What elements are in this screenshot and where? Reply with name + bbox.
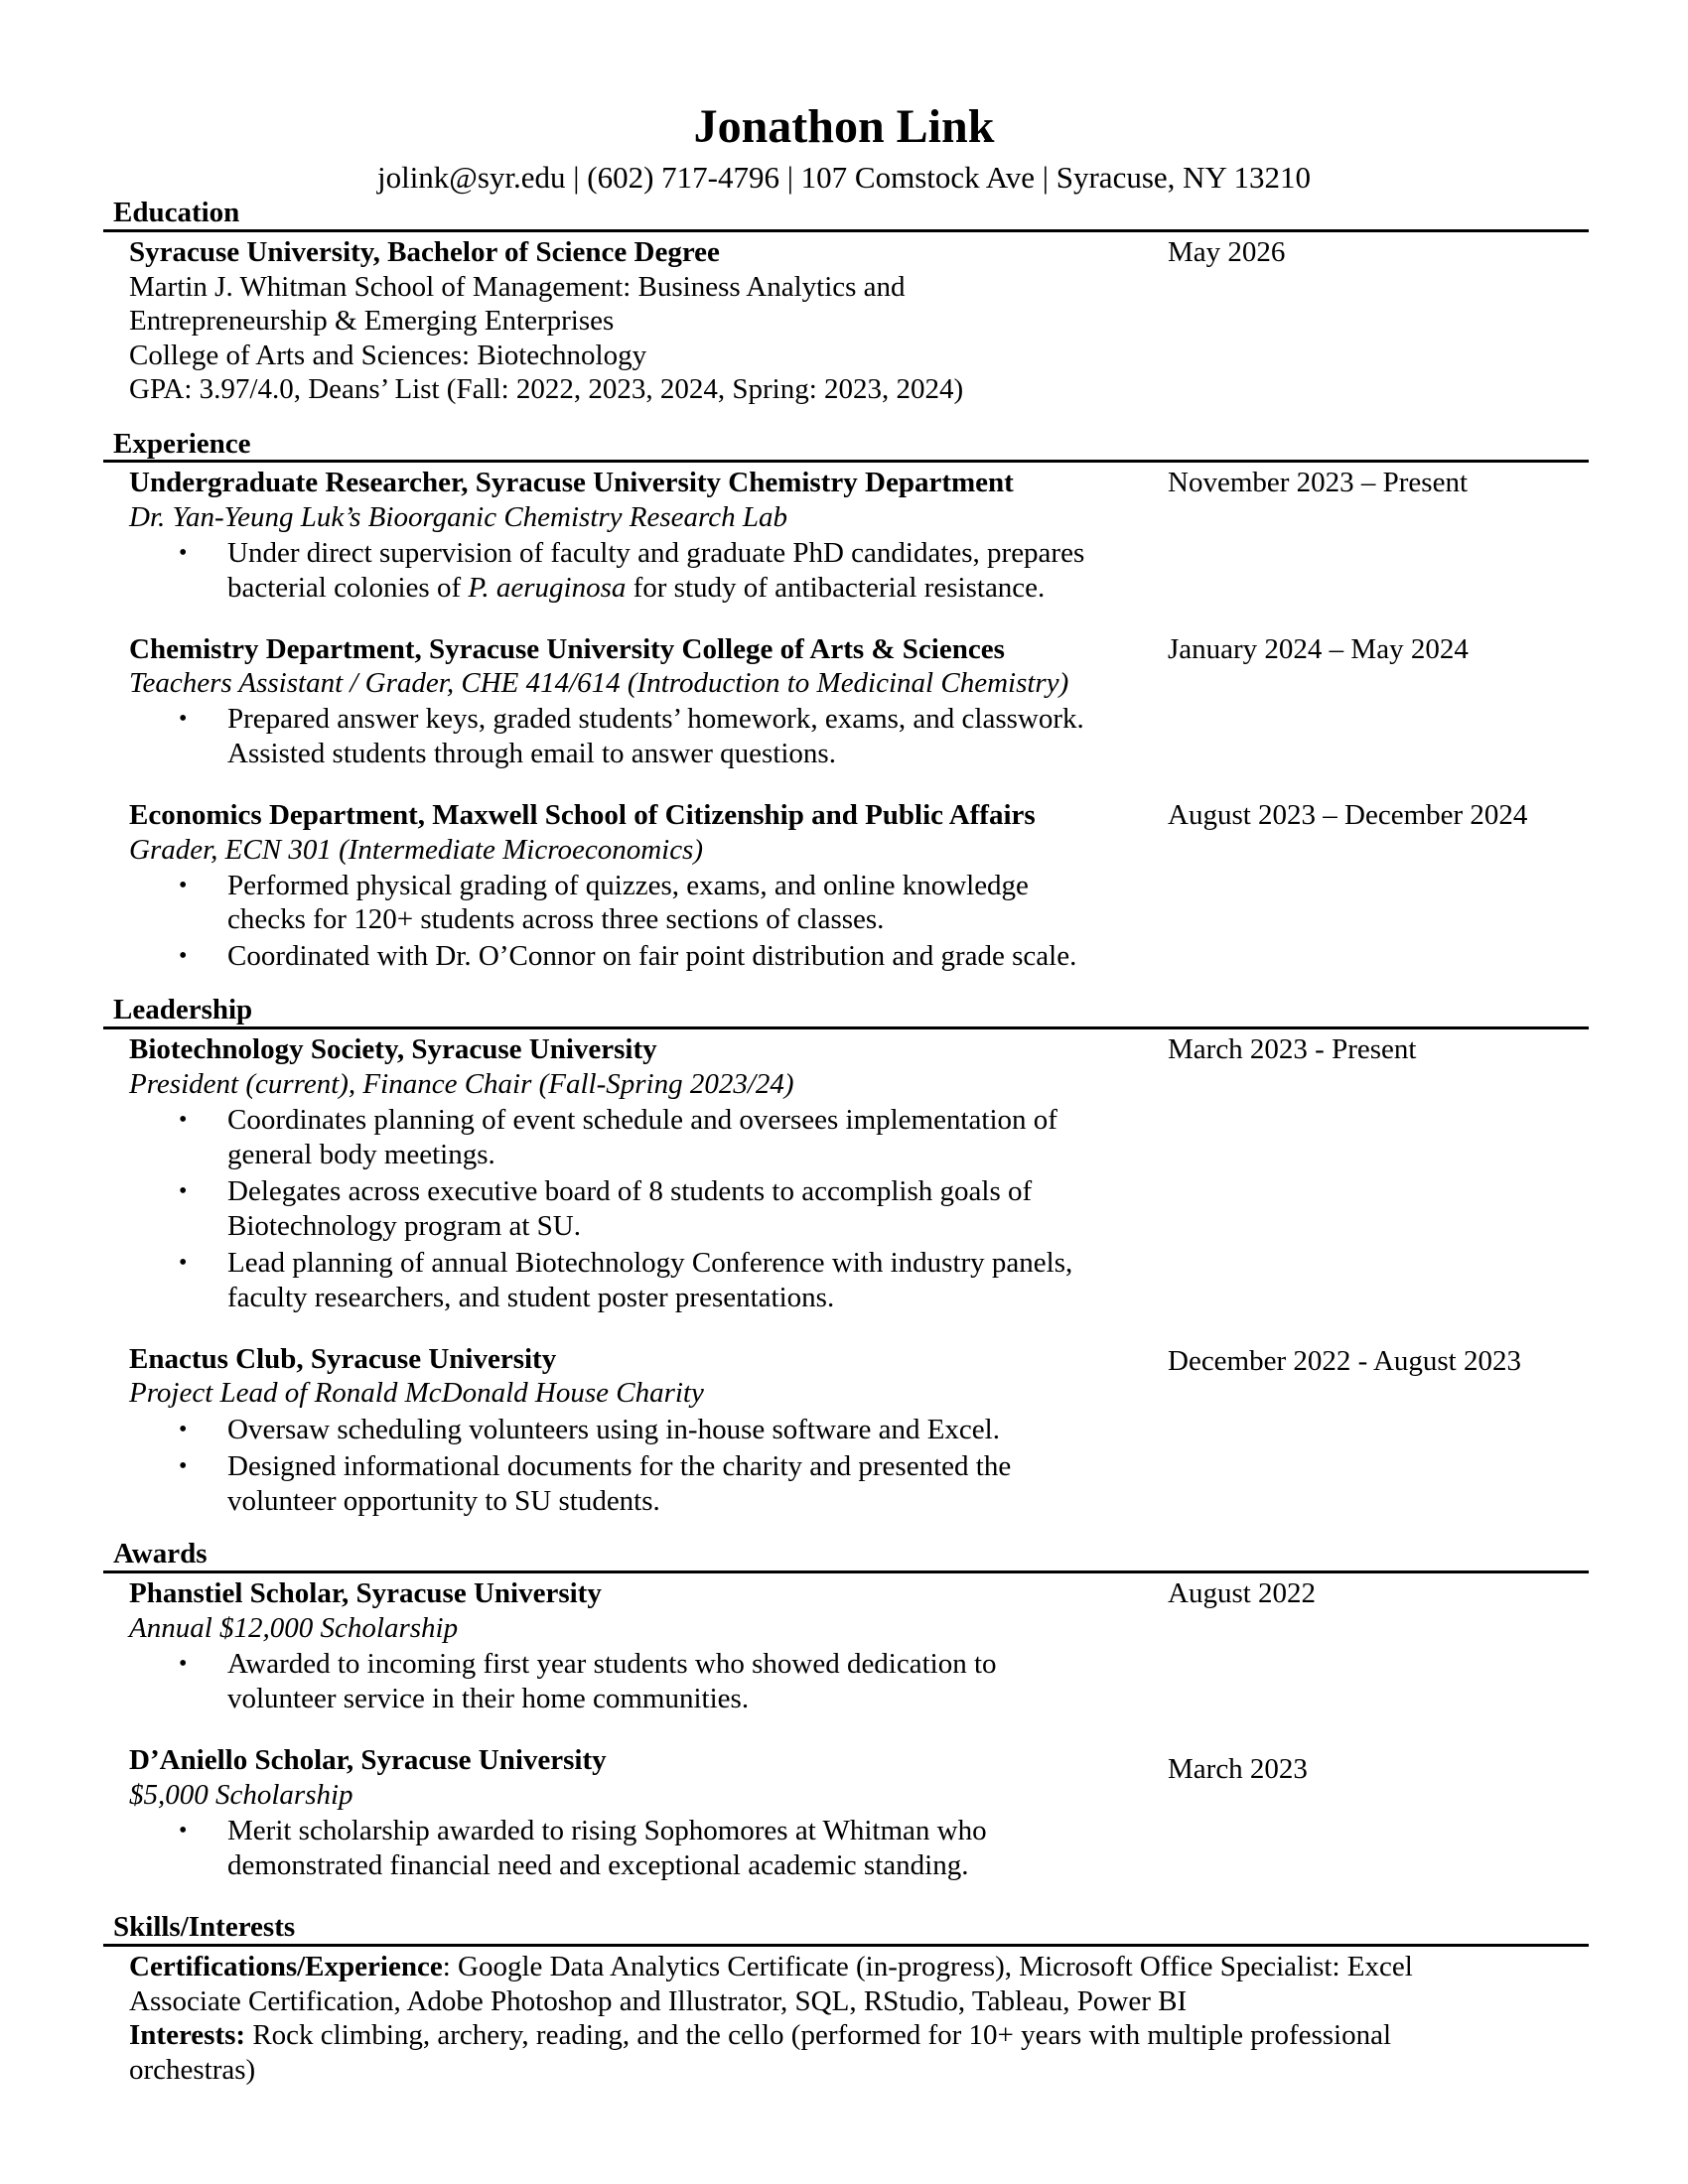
- bullet-text-part: for study of antibacterial resistance.: [626, 572, 1046, 604]
- experience-org: Undergraduate Researcher, Syracuse University Chemistry Department: [129, 467, 1014, 498]
- certifications-line: Associate Certification, Adobe Photoshop and Illustrator, SQL, RStudio, Tableau, Power BI: [129, 1985, 1188, 2017]
- section-divider: [103, 1944, 1589, 1947]
- experience-bullet-line: [227, 571, 1045, 605]
- section-title-education: Education: [113, 197, 240, 228]
- interests-line: orchestras): [129, 2054, 256, 2086]
- bullet-icon: •: [179, 1250, 188, 1276]
- leadership-date: March 2023 - Present: [1168, 1033, 1417, 1065]
- contact-info: jolink@syr.edu | (602) 717-4796 | 107 Comstock Ave | Syracuse, NY 13210: [376, 160, 1312, 195]
- bullet-icon: •: [179, 1651, 188, 1677]
- leadership-role: Project Lead of Ronald McDonald House Charity: [129, 1377, 704, 1409]
- experience-date: August 2023 – December 2024: [1168, 799, 1528, 831]
- education-line: Martin J. Whitman School of Management: Business Analytics and: [129, 271, 906, 303]
- bullet-icon: •: [179, 706, 188, 732]
- section-title-skills: Skills/Interests: [113, 1911, 296, 1943]
- leadership-bullet-line: volunteer opportunity to SU students.: [227, 1485, 660, 1517]
- leadership-bullet-line: general body meetings.: [227, 1139, 495, 1170]
- leadership-date: December 2022 - August 2023: [1168, 1345, 1521, 1377]
- experience-org: Economics Department, Maxwell School of Citizenship and Public Affairs: [129, 799, 1036, 831]
- bullet-icon: •: [179, 1818, 188, 1843]
- experience-bullet-line: Assisted students through email to answer questions.: [227, 738, 836, 769]
- experience-role: Teachers Assistant / Grader, CHE 414/614 (Introduction to Medicinal Chemistry): [129, 667, 1069, 699]
- education-date: May 2026: [1168, 236, 1286, 268]
- award-bullet-line: demonstrated financial need and exceptional academic standing.: [227, 1849, 969, 1881]
- experience-date: January 2024 – May 2024: [1168, 633, 1469, 665]
- bullet-icon: •: [179, 1178, 188, 1204]
- leadership-bullet: Coordinates planning of event schedule and oversees implementation of: [227, 1104, 1057, 1136]
- bullet-icon: •: [179, 943, 188, 969]
- leadership-bullet-line: faculty researchers, and student poster presentations.: [227, 1282, 835, 1313]
- leadership-bullet: Designed informational documents for the charity and presented the: [227, 1450, 1012, 1482]
- experience-bullet: Under direct supervision of faculty and graduate PhD candidates, prepares: [227, 537, 1085, 569]
- award-bullet: Merit scholarship awarded to rising Sophomores at Whitman who: [227, 1815, 987, 1846]
- interests-text: Rock climbing, archery, reading, and the cello (performed for 10+ years with multiple professional: [245, 2019, 1392, 2051]
- award-role: Annual $12,000 Scholarship: [129, 1612, 459, 1644]
- education-gpa: GPA: 3.97/4.0, Deans’ List (Fall: 2022, 2023, 2024, Spring: 2023, 2024): [129, 373, 964, 405]
- section-title-leadership: Leadership: [113, 994, 253, 1025]
- bullet-icon: •: [179, 540, 188, 566]
- leadership-bullet: Delegates across executive board of 8 students to accomplish goals of: [227, 1175, 1033, 1207]
- section-divider: [103, 1570, 1589, 1573]
- award-bullet: Awarded to incoming first year students who showed dedication to: [227, 1648, 997, 1680]
- section-title-experience: Experience: [113, 428, 251, 460]
- certifications-label: Certifications/Experience: [129, 1951, 443, 1982]
- bullet-text-part: bacterial colonies of: [227, 572, 469, 604]
- bullet-icon: •: [179, 1107, 188, 1133]
- bullet-icon: •: [179, 1417, 188, 1442]
- leadership-role: President (current), Finance Chair (Fall-Spring 2023/24): [129, 1068, 794, 1100]
- certifications-line: [129, 1950, 1413, 1983]
- leadership-org: Biotechnology Society, Syracuse University: [129, 1033, 657, 1065]
- applicant-name: Jonathon Link: [693, 100, 995, 153]
- award-org: D’Aniello Scholar, Syracuse University: [129, 1744, 607, 1776]
- experience-bullet: Performed physical grading of quizzes, exams, and online knowledge: [227, 870, 1029, 901]
- section-divider: [103, 229, 1589, 232]
- section-divider: [103, 460, 1589, 463]
- section-divider: [103, 1026, 1589, 1029]
- interests-label: Interests:: [129, 2019, 246, 2051]
- award-org: Phanstiel Scholar, Syracuse University: [129, 1577, 602, 1609]
- education-line: College of Arts and Sciences: Biotechnology: [129, 340, 647, 371]
- interests-line: [129, 2018, 1391, 2052]
- leadership-bullet: Lead planning of annual Biotechnology Conference with industry panels,: [227, 1247, 1073, 1279]
- leadership-org: Enactus Club, Syracuse University: [129, 1343, 557, 1375]
- education-org: Syracuse University, Bachelor of Science Degree: [129, 236, 720, 268]
- experience-bullet-line: checks for 120+ students across three sections of classes.: [227, 903, 885, 935]
- experience-role: Grader, ECN 301 (Intermediate Microeconomics): [129, 834, 704, 866]
- award-date: March 2023: [1168, 1753, 1308, 1785]
- education-line: Entrepreneurship & Emerging Enterprises: [129, 305, 615, 337]
- certifications-text: : Google Data Analytics Certificate (in-progress), Microsoft Office Specialist: Excel: [442, 1951, 1413, 1982]
- experience-bullet: Prepared answer keys, graded students’ homework, exams, and classwork.: [227, 703, 1084, 735]
- award-bullet-line: volunteer service in their home communities.: [227, 1683, 750, 1714]
- bullet-icon: •: [179, 873, 188, 898]
- experience-bullet: Coordinated with Dr. O’Connor on fair point distribution and grade scale.: [227, 940, 1077, 972]
- experience-date: November 2023 – Present: [1168, 467, 1469, 498]
- experience-role: Dr. Yan-Yeung Luk’s Bioorganic Chemistry Research Lab: [129, 501, 788, 533]
- experience-org: Chemistry Department, Syracuse University College of Arts & Sciences: [129, 633, 1005, 665]
- section-title-awards: Awards: [113, 1538, 208, 1570]
- leadership-bullet: Oversaw scheduling volunteers using in-house software and Excel.: [227, 1414, 1000, 1445]
- award-date: August 2022: [1168, 1577, 1317, 1609]
- leadership-bullet-line: Biotechnology program at SU.: [227, 1210, 582, 1242]
- award-role: $5,000 Scholarship: [129, 1779, 353, 1811]
- bullet-icon: •: [179, 1453, 188, 1479]
- species-name: P. aeruginosa: [468, 572, 627, 604]
